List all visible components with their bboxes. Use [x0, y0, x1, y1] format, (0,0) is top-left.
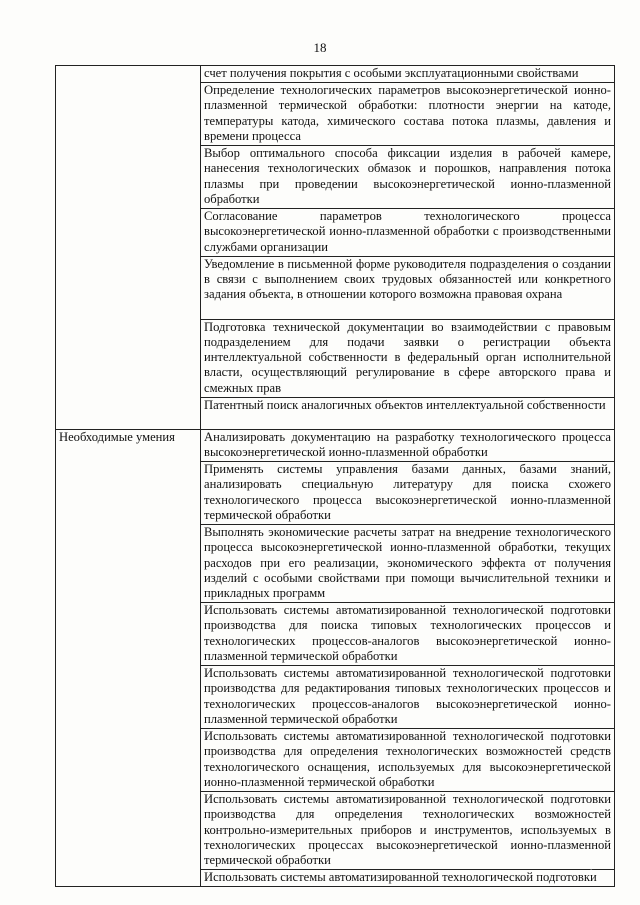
table-cell: Применять системы управления базами данных, базами знаний, анализировать специальную литературу для поиска схожего технологического процесса высокоэнергетической ионно-плазменной термической обработки: [201, 462, 615, 525]
requirements-table: [55, 65, 615, 887]
section-label: Необходимые умения: [56, 429, 201, 887]
table-cell: счет получения покрытия с особыми эксплуатационными свойствами: [201, 66, 615, 83]
table-row: [56, 66, 615, 83]
table-cell: Использовать системы автоматизированной технологической подготовки производства для редактирования типовых технологических процессов и технологических процессов-аналогов высокоэнергетической ионно-плазменной термической обработки: [201, 666, 615, 729]
table-cell: Согласование параметров технологического процесса высокоэнергетической ионно-плазменной обработки с производственными службами организации: [201, 209, 615, 257]
table-cell: Выполнять экономические расчеты затрат на внедрение технологического процесса высокоэнергетической ионно-плазменной обработки, текущих расходов при его реализации, экономического эффекта от получения изделий с особыми свойствами при помощи вычислительной техники и прикладных программ: [201, 525, 615, 603]
page-number: 18: [313, 40, 327, 55]
table-cell: Определение технологических параметров высокоэнергетической ионно-плазменной термической обработки: плотности энергии на катоде, температуры катода, химического состава потока плазмы, давления и времени процесса: [201, 83, 615, 146]
empty-label-cell: [56, 66, 201, 430]
table-cell: Патентный поиск аналогичных объектов интеллектуальной собственности: [201, 397, 615, 429]
table-cell: Использовать системы автоматизированной технологической подготовки производства для поиска типовых технологических процессов и технологических процессов-аналогов высокоэнергетической ионно-плазменной термической обработки: [201, 603, 615, 666]
table-cell: Уведомление в письменной форме руководителя подразделения о создании в связи с выполнением своих трудовых обязанностей или конкретного задания объекта, в отношении которого возможна правовая охрана: [201, 256, 615, 319]
table-cell: Использовать системы автоматизированной технологической подготовки: [201, 870, 615, 887]
table-cell: Выбор оптимального способа фиксации изделия в рабочей камере, нанесения технологических обмазок и порошков, направления потока плазмы при проведении высокоэнергетической ионно-плазменной обработки: [201, 146, 615, 209]
table-cell: Использовать системы автоматизированной технологической подготовки производства для определения технологических возможностей контрольно-измерительных приборов и инструментов, используемых в технологических процессах высокоэнергетической ионно-плазменной термической обработки: [201, 792, 615, 870]
table-row: [56, 429, 615, 461]
table-cell: Подготовка технической документации во взаимодействии с правовым подразделением для подачи заявки о регистрации объекта интеллектуальной собственности в федеральный орган исполнительной власти, осуществляющий регулирование в сфере авторского права и смежных прав: [201, 319, 615, 397]
table-cell: Использовать системы автоматизированной технологической подготовки производства для определения технологических возможностей средств технологического оснащения, используемых для высокоэнергетической ионно-плазменной термической обработки: [201, 729, 615, 792]
table-cell: Анализировать документацию на разработку технологического процесса высокоэнергетической ионно-плазменной обработки: [201, 429, 615, 461]
scan-mark: .: [590, 862, 593, 872]
